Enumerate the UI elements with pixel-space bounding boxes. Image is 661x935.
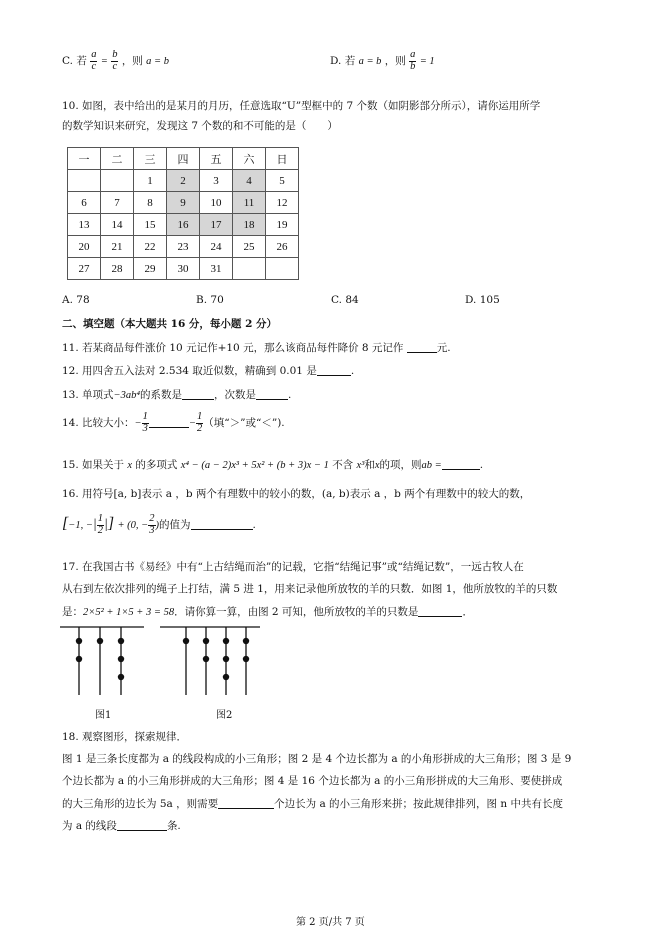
calendar-row xyxy=(68,170,299,192)
q14-frac1-num: 1 xyxy=(142,411,148,422)
q13-mid: 的系数是 xyxy=(140,389,183,401)
q16-frac1-den: 2 xyxy=(97,524,104,536)
q16-end: . xyxy=(252,519,256,531)
q9-d-frac xyxy=(409,50,416,72)
calendar-header: 六 xyxy=(233,148,266,170)
q9-c-frac1-num: a xyxy=(91,49,97,60)
q12-text: 12. 用四舍五入法对 2.534 取近似数，精确到 0.01 是 xyxy=(62,365,317,377)
calendar-cell: 31 xyxy=(200,258,233,280)
q9-c-prefix: C. 若 xyxy=(62,55,87,67)
q13-blank2 xyxy=(256,388,288,400)
q16-blank xyxy=(191,518,253,530)
q9-c-frac2-den: c xyxy=(112,60,118,72)
q9-c-frac1 xyxy=(90,50,97,72)
q15-poly: x⁴ − (a − 2)x³ + 5x² + (b + 3)x − 1 xyxy=(180,460,329,471)
calendar-cell: 19 xyxy=(266,214,299,236)
q12-suffix: . xyxy=(350,365,355,377)
calendar-cell: 24 xyxy=(200,236,233,258)
rope-figure-2 xyxy=(160,625,260,700)
calendar-cell: 14 xyxy=(101,214,134,236)
calendar-row xyxy=(68,192,299,214)
calendar-table xyxy=(67,147,299,280)
rope-figure-1 xyxy=(60,625,144,700)
calendar-cell-shaded: 17 xyxy=(200,214,233,236)
q9-d-prefix: D. 若 xyxy=(330,55,356,67)
q10-option-c: C. 84 xyxy=(331,294,359,306)
q13-expr: −3ab⁴ xyxy=(113,390,141,401)
q17-formula: 2×5² + 1×5 + 3 = 58 xyxy=(83,607,175,618)
calendar-cell: 10 xyxy=(200,192,233,214)
q11 xyxy=(62,340,451,355)
q11-text: 11. 若某商品每件涨价 10 元记作+10 元，那么该商品每件降价 8 元记作 xyxy=(62,342,404,354)
q13-blank1 xyxy=(182,388,214,400)
q13-mid2: ，次数是 xyxy=(214,389,257,401)
q12 xyxy=(62,363,354,378)
q16-expr-mid: + (0, − xyxy=(117,520,149,531)
q13-suffix: . xyxy=(288,389,292,401)
calendar-cell-shaded: 2 xyxy=(167,170,200,192)
q9-d-frac-num: a xyxy=(410,49,416,60)
q16-expr-left: −1, − xyxy=(68,520,93,531)
q17-line2: 从右到左依次排列的绳子上打结，满 5 进 1，用来记录他所放牧的羊的只数．如图 1，他所放牧的羊的只数 xyxy=(62,583,558,595)
calendar-cell-shaded: 18 xyxy=(233,214,266,236)
calendar-cell: 6 xyxy=(68,192,101,214)
calendar-cell: 26 xyxy=(266,236,299,258)
q18-line3: 个边长都为 a 的小三角形拼成的大三角形；图 4 是 16 个边长都为 a 的小三角形拼成的大三角形、要使拼成 xyxy=(62,775,563,787)
q9-d-cond: a = b xyxy=(358,56,382,67)
calendar-cell: 13 xyxy=(68,214,101,236)
calendar-cell-shaded: 11 xyxy=(233,192,266,214)
q12-blank xyxy=(317,364,351,376)
calendar-row xyxy=(68,236,299,258)
q14: 14. 比较大小：− $\frac{1}{3}$ − $\frac{1}{2}$ （填“＞”或“＜”). xyxy=(62,411,285,434)
calendar-cell: 28 xyxy=(101,258,134,280)
q9-c-result: a = b xyxy=(146,56,169,67)
q9-c-frac1-den: c xyxy=(91,60,97,72)
calendar-cell: 21 xyxy=(101,236,134,258)
q14-frac1 xyxy=(142,412,149,434)
q15 xyxy=(62,457,483,472)
q14-frac1-den: 3 xyxy=(142,422,148,434)
calendar-cell xyxy=(266,258,299,280)
calendar-header: 一 xyxy=(68,148,101,170)
q9-c-frac2 xyxy=(111,50,118,72)
q13-prefix: 13. 单项式 xyxy=(62,389,114,401)
q17-end: ． xyxy=(462,606,473,618)
q14-frac2-den: 2 xyxy=(196,422,203,434)
calendar-cell: 22 xyxy=(134,236,167,258)
page-footer: 第 2 页/共 7 页 xyxy=(296,917,365,928)
q11-suffix: 元. xyxy=(436,342,451,354)
q9-c-mid: ，则 xyxy=(121,55,143,67)
calendar-header: 日 xyxy=(266,148,299,170)
q18-line5b: 条. xyxy=(166,820,181,832)
calendar-cell: 3 xyxy=(200,170,233,192)
q17-line3a: 是： xyxy=(62,606,83,618)
q9-d-frac-den: b xyxy=(410,60,416,72)
q17-line3b: ．请你算一算，由图 2 可知，他所放牧的羊的只数是 xyxy=(174,606,419,618)
calendar-cell-shaded: 16 xyxy=(167,214,200,236)
q15-term1: x³ xyxy=(356,460,365,471)
q10-line1: 10. 如图，表中给出的是某月的月历，任意选取“U”型框中的 7 个数（如阴影部分所示），请你运用所学 xyxy=(62,100,541,112)
q18-blank1 xyxy=(218,797,274,809)
q18-line5a: 为 a 的线段 xyxy=(62,820,117,832)
calendar-cell-shaded: 9 xyxy=(167,192,200,214)
calendar-cell: 30 xyxy=(167,258,200,280)
q11-blank xyxy=(407,341,437,353)
q18-line1: 18. 观察图形，探索规律． xyxy=(62,731,188,743)
calendar-cell: 15 xyxy=(134,214,167,236)
calendar-header: 四 xyxy=(167,148,200,170)
q16-line2: [−1, −| $\frac{1}{2}$ |] + (0, − $\frac{2}{3}$ )的值为 . xyxy=(62,513,256,536)
q14-prefix: 14. 比较大小： xyxy=(62,417,135,429)
calendar-cell: 1 xyxy=(134,170,167,192)
q16-suffix: 的值为 xyxy=(159,519,191,531)
q18-line4 xyxy=(62,796,563,811)
calendar-row xyxy=(68,214,299,236)
q17-line1: 17. 在我国古书《易经》中有“上古结绳而治”的记载，它指“结绳记事”或“结绳记数”，一远古牧人在 xyxy=(62,561,524,573)
q15-ab: ab = xyxy=(421,460,442,471)
q15-mid2: 不含 xyxy=(332,459,354,471)
calendar-cell xyxy=(101,170,134,192)
calendar-header-row xyxy=(68,148,299,170)
q15-suffix: . xyxy=(479,459,484,471)
q16-frac1-num: 1 xyxy=(97,513,104,524)
q9-d-mid: ，则 xyxy=(384,55,406,67)
calendar-cell: 12 xyxy=(266,192,299,214)
q17-blank xyxy=(418,605,462,617)
q18-line2: 图 1 是三条长度都为 a 的线段构成的小三角形；图 2 是 4 个边长都为 a 的小角形拼成的大三角形；图 3 是 9 xyxy=(62,753,572,765)
fig1-label: 图1 xyxy=(95,710,112,721)
q15-var: x xyxy=(127,460,133,471)
q10-option-d: D. 105 xyxy=(465,294,500,306)
q10-line2: 的数学知识来研究，发现这 7 个数的和不可能的是（ ） xyxy=(62,120,338,132)
q9-option-d xyxy=(330,50,435,72)
q9-c-frac2-num: b xyxy=(112,49,118,60)
q13 xyxy=(62,387,291,402)
q14-frac2-num: 1 xyxy=(196,411,203,422)
fig2-label: 图2 xyxy=(216,710,233,721)
q15-term2: x xyxy=(374,460,380,471)
calendar-header: 五 xyxy=(200,148,233,170)
q15-prefix: 15. 如果关于 xyxy=(62,459,125,471)
calendar-cell xyxy=(68,170,101,192)
q17-line3 xyxy=(62,604,473,619)
q10-option-b: B. 70 xyxy=(196,294,224,306)
calendar-header: 二 xyxy=(101,148,134,170)
q14-suffix: （填“＞”或“＜”). xyxy=(203,417,285,429)
calendar-cell: 27 xyxy=(68,258,101,280)
calendar-cell: 8 xyxy=(134,192,167,214)
q16-frac2 xyxy=(148,514,155,536)
calendar-cell-shaded: 4 xyxy=(233,170,266,192)
q15-mid: 的多项式 xyxy=(135,459,178,471)
calendar-row xyxy=(68,258,299,280)
calendar-cell: 25 xyxy=(233,236,266,258)
calendar-cell: 23 xyxy=(167,236,200,258)
q15-and: 和 xyxy=(364,459,375,471)
q10-option-a: A. 78 xyxy=(62,294,90,306)
q15-mid3: 的项，则 xyxy=(379,459,422,471)
q9-option-c: C. 若 $\frac{a}{c}$ = $\frac{b}{c}$ ，则 a = b xyxy=(62,49,169,72)
q16-line1: 16. 用符号[a, b]表示 a ，b 两个有理数中的较小的数，(a, b)表示 a ，b 两个有理数中的较大的数， xyxy=(62,488,531,500)
section-title: 二、填空题（本大题共 16 分，每小题 2 分） xyxy=(62,318,278,330)
calendar-cell: 7 xyxy=(101,192,134,214)
q9-d-result: = 1 xyxy=(419,56,435,67)
q16-frac2-den: 3 xyxy=(149,524,155,536)
q15-blank xyxy=(442,458,480,470)
calendar-cell xyxy=(233,258,266,280)
q18-blank2 xyxy=(117,819,167,831)
q16-frac2-num: 2 xyxy=(149,513,155,524)
calendar-cell: 29 xyxy=(134,258,167,280)
calendar-header: 三 xyxy=(134,148,167,170)
q18-line5 xyxy=(62,818,181,833)
calendar-cell: 5 xyxy=(266,170,299,192)
q16-frac1 xyxy=(97,514,104,536)
q14-blank xyxy=(149,416,189,428)
q18-line4b: 个边长为 a 的小三角形来拼；按此规律排列，图 n 中共有长度 xyxy=(274,798,563,810)
q18-line4a: 的大三角形的边长为 5a ，则需要 xyxy=(62,798,219,810)
calendar-cell: 20 xyxy=(68,236,101,258)
